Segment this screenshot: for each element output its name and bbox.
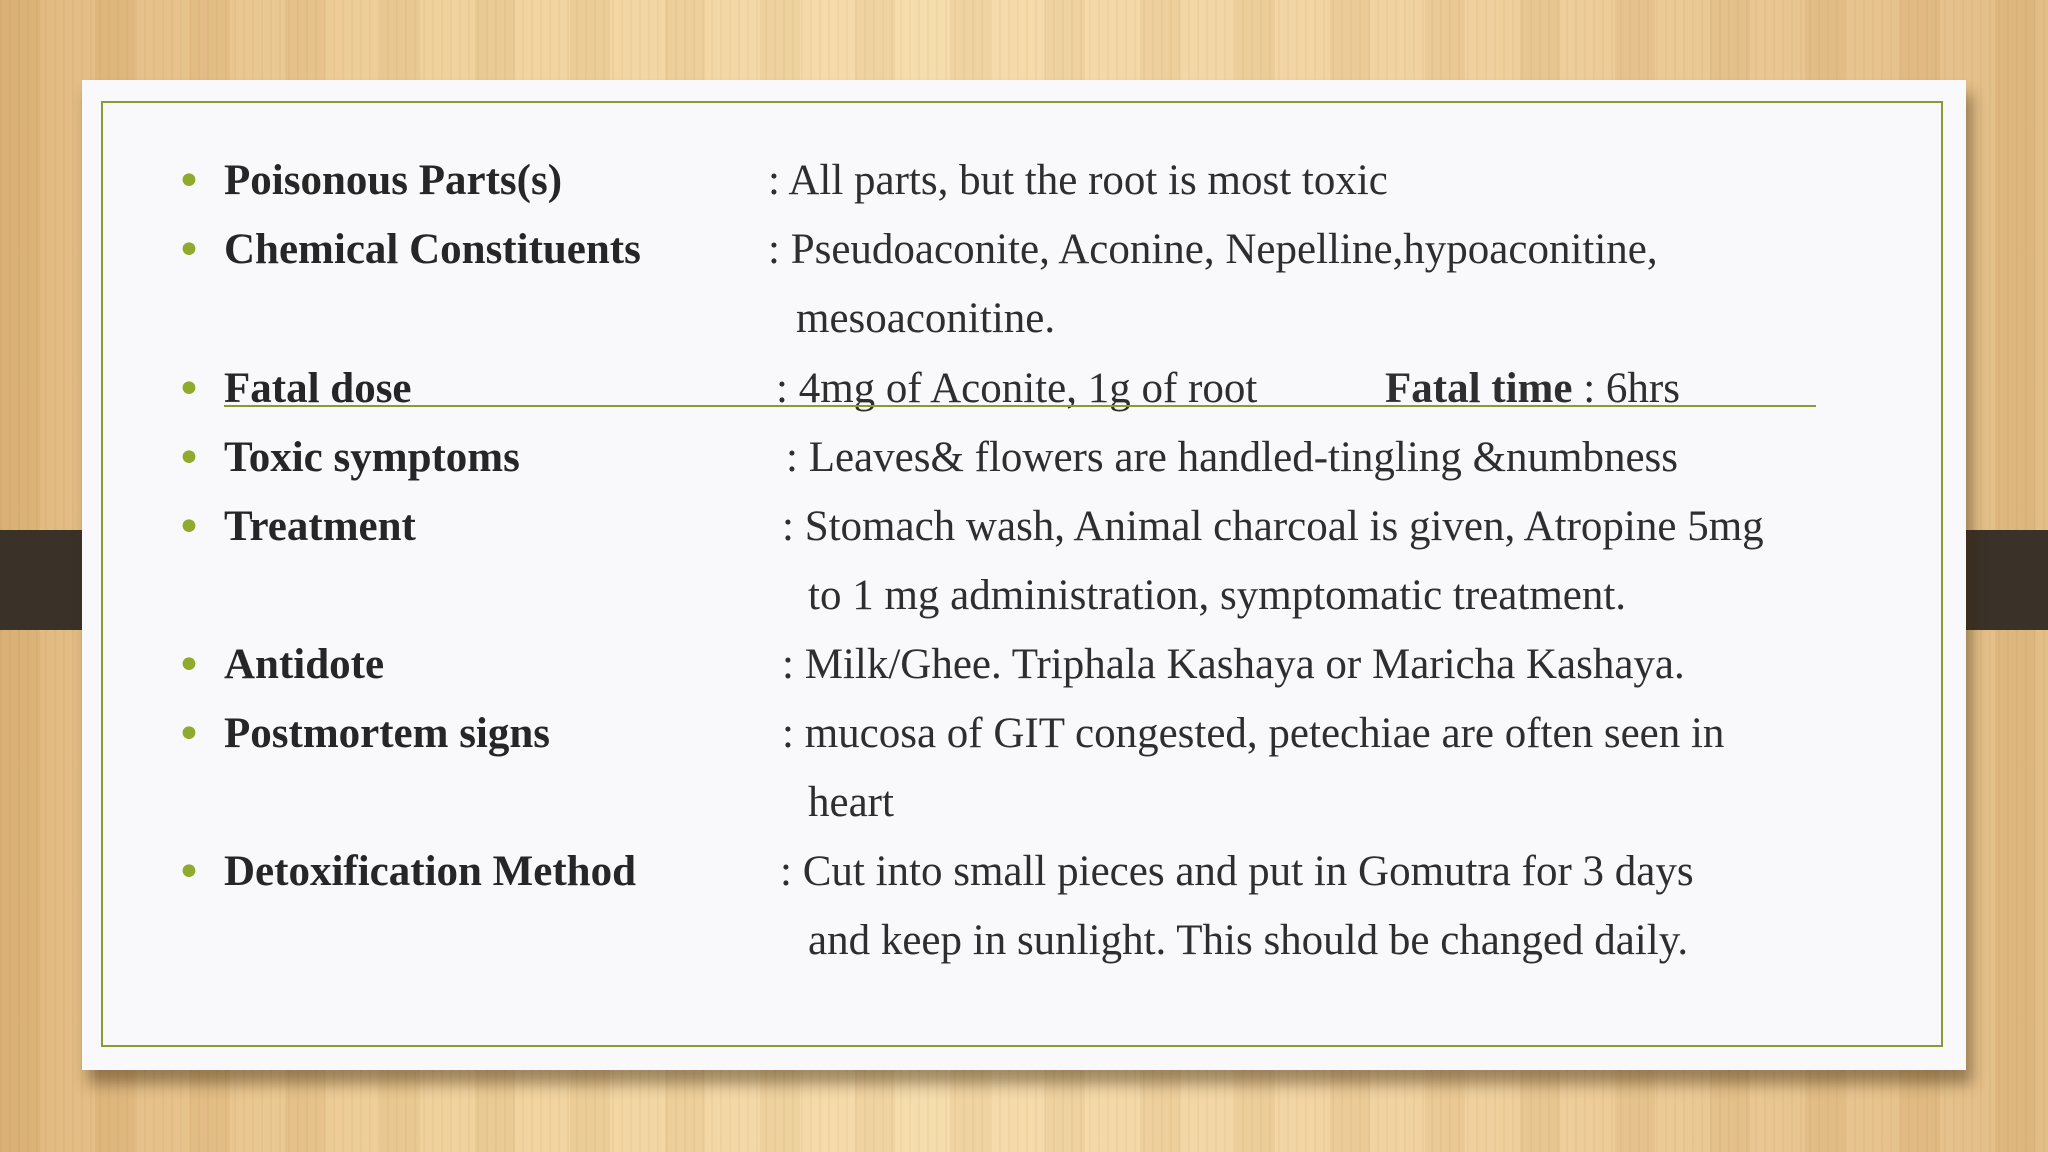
item-label-toxic-symptoms: Toxic symptoms: [224, 434, 520, 481]
item-label-poisonous-parts: Poisonous Parts(s): [224, 157, 563, 204]
bullet-icon: •: [176, 847, 202, 898]
item-value-treatment: : Stomach wash, Animal charcoal is given, Atropine 5mg: [782, 503, 1764, 550]
item-label-postmortem-signs: Postmortem signs: [224, 710, 551, 757]
item-label-detoxification-method: Detoxification Method: [224, 848, 637, 895]
item-value-chemical-constituents: : Pseudoaconite, Aconine, Nepelline,hypoaconitine,: [768, 226, 1658, 273]
bullet-icon: •: [176, 640, 202, 691]
bullet-icon: •: [176, 156, 202, 207]
item-value-toxic-symptoms: : Leaves& flowers are handled-tingling &numbness: [786, 434, 1679, 481]
bullet-icon: •: [176, 433, 202, 484]
item-value-postmortem-signs-cont: heart: [808, 779, 894, 826]
bullet-icon: •: [176, 364, 202, 415]
item-value-treatment-cont: to 1 mg administration, symptomatic treatment.: [808, 572, 1627, 619]
horizontal-divider: [224, 405, 1816, 407]
item-label-antidote: Antidote: [224, 641, 385, 688]
bullet-icon: •: [176, 502, 202, 553]
item-value-detoxification-method-cont: and keep in sunlight. This should be changed daily.: [808, 917, 1689, 964]
bullet-icon: •: [176, 225, 202, 276]
item-value-poisonous-parts: : All parts, but the root is most toxic: [768, 157, 1388, 204]
item-value-chemical-constituents-cont: mesoaconitine.: [796, 295, 1056, 342]
item-value-detoxification-method: : Cut into small pieces and put in Gomutra for 3 days: [780, 848, 1694, 895]
fatal-time-value: : 6hrs: [1572, 365, 1680, 412]
item-label-treatment: Treatment: [224, 503, 416, 550]
item-label-chemical-constituents: Chemical Constituents: [224, 226, 641, 273]
item-value-fatal-dose: : 4mg of Aconite, 1g of root: [776, 365, 1258, 412]
item-label-fatal-dose: Fatal dose: [224, 365, 412, 412]
bullet-icon: •: [176, 709, 202, 760]
item-value-antidote: : Milk/Ghee. Triphala Kashaya or Maricha Kashaya.: [782, 641, 1685, 688]
item-value-postmortem-signs: : mucosa of GIT congested, petechiae are often seen in: [782, 710, 1725, 757]
fatal-time-label: Fatal time: [1385, 365, 1573, 412]
